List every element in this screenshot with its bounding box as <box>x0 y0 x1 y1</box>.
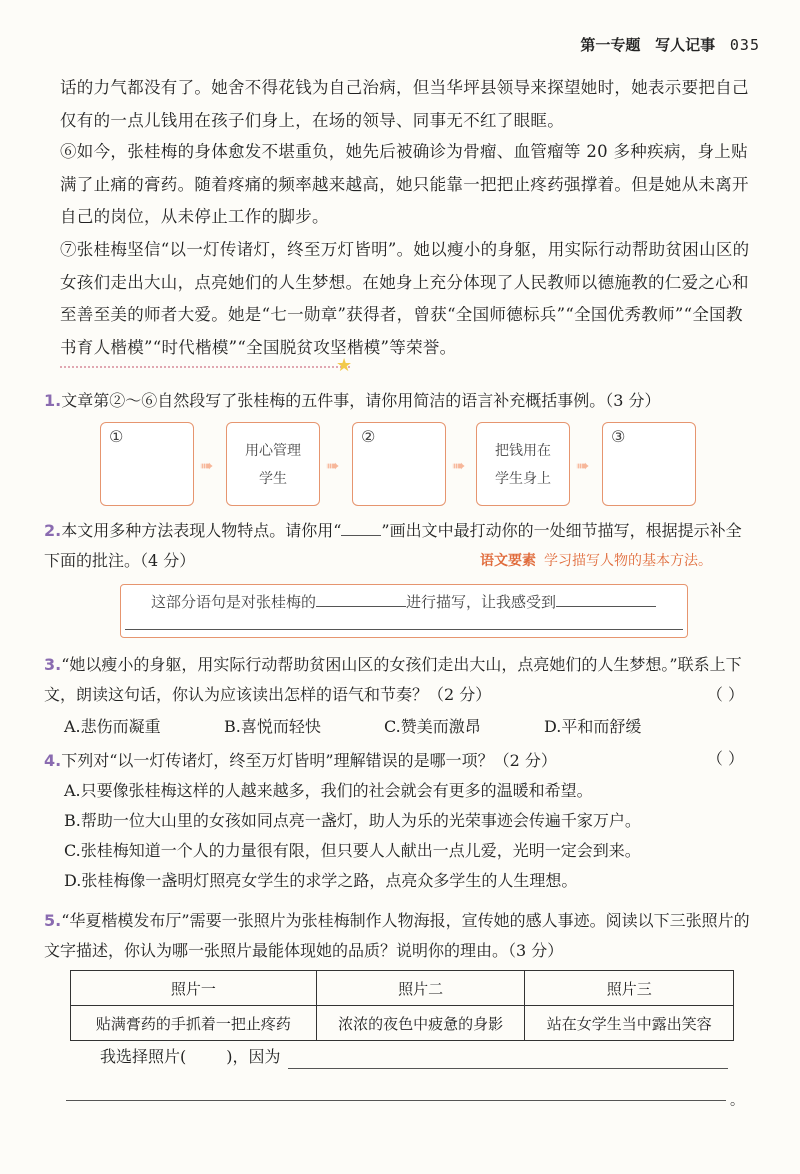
question-3-number: 3. <box>44 655 62 674</box>
annotation-blank-1[interactable] <box>316 592 406 607</box>
table-header: 照片一 <box>71 971 317 1006</box>
option-c[interactable]: C.赞美而激昂 <box>384 717 481 736</box>
page-number: 035 <box>729 36 760 54</box>
summary-box-4 <box>476 422 570 506</box>
question-3 <box>44 650 754 710</box>
answer-box-3[interactable] <box>602 422 696 506</box>
language-element-tag: 语文要素 <box>480 553 536 569</box>
answer-parenthesis-4[interactable]: （ ） <box>706 749 744 768</box>
arrow-right-icon: ➠ <box>326 456 340 475</box>
question-1-number: 1. <box>44 391 62 410</box>
end-mark: 。 <box>730 1093 744 1109</box>
language-element-note <box>480 550 712 570</box>
table-cell: 站在女学生当中露出笑容 <box>525 1006 734 1041</box>
question-1-text: 文章第②～⑥自然段写了张桂梅的五件事，请你用简洁的语言补充概括事例。（3 分） <box>61 391 661 410</box>
arrow-right-icon: ➠ <box>452 456 466 475</box>
question-1 <box>44 386 754 416</box>
answer-prompt <box>100 1044 281 1067</box>
annotation-line-1 <box>151 591 656 612</box>
answer-parenthesis-3[interactable]: （ ） <box>706 685 744 704</box>
option-a[interactable]: A.悲伤而凝重 <box>64 717 161 736</box>
question-5-number: 5. <box>44 911 62 930</box>
table-cell: 浓浓的夜色中疲惫的身影 <box>316 1006 525 1041</box>
box-label: ① <box>109 427 124 446</box>
header-title: 写人记事 <box>655 36 716 54</box>
box-text: 用心管理学生 <box>245 443 301 487</box>
question-4 <box>44 746 754 776</box>
question-2-number: 2. <box>44 521 62 540</box>
option-b[interactable]: B.喜悦而轻快 <box>224 717 321 736</box>
question-5 <box>44 906 754 966</box>
arrow-right-icon: ➠ <box>200 456 214 475</box>
option-b[interactable]: B.帮助一位大山里的女孩如同点亮一盏灯，助人为乐的光荣事迹会传遍千家万户。 <box>64 811 641 830</box>
option-d[interactable]: D.张桂梅像一盏明灯照亮女学生的求学之路，点亮众多学生的人生理想。 <box>64 871 578 890</box>
photo-table <box>70 970 734 1041</box>
annotation-blank-line[interactable] <box>125 629 683 630</box>
table-row <box>71 1006 734 1041</box>
question-2-text-b: ”画出文中最打动你的一处细节描写，根据提示补全下面的批注。（4 分） <box>44 521 742 570</box>
header-topic: 第一专题 <box>580 36 641 54</box>
question-3-options <box>64 712 744 742</box>
annotation-blank-2[interactable] <box>556 592 656 607</box>
table-header-row <box>71 971 734 1006</box>
box-label: ② <box>361 427 376 446</box>
passage-paragraph-3: ⑦张桂梅坚信“以一灯传诸灯，终至万灯皆明”。她以瘦小的身躯，用实际行动帮助贫困山区的女孩们走出大山，点亮她们的人生梦想。在她身上充分体现了人民教师以德施教的仁爱之心和至善至美的师者大爱。她是“七一勋章”获得者，曾获“全国师德标兵”“全国优秀教师”“全国教书育人楷模”“时代楷模”“全国脱贫攻坚楷模”等荣誉。 <box>60 240 750 357</box>
table-header: 照片三 <box>525 971 734 1006</box>
question-5-text: “华夏楷模发布厅”需要一张照片为张桂梅制作人物海报，宣传她的感人事迹。阅读以下三张照片的文字描述，你认为哪一张照片最能体现她的品质？说明你的理由。（3 分） <box>44 911 750 960</box>
answer-line-1[interactable] <box>288 1068 728 1069</box>
answer-box-2[interactable] <box>352 422 446 506</box>
option-a[interactable]: A.只要像张桂梅这样的人越来越多，我们的社会就会有更多的温暖和希望。 <box>64 781 593 800</box>
annotation-text-a: 这部分语句是对张桂梅的 <box>151 593 317 611</box>
arrow-right-icon: ➠ <box>576 456 590 475</box>
annotation-box <box>120 584 688 638</box>
table-header: 照片二 <box>316 971 525 1006</box>
box-text: 把钱用在学生身上 <box>495 443 551 487</box>
question-3-text: “她以瘦小的身躯，用实际行动帮助贫困山区的女孩们走出大山，点亮她们的人生梦想。”联系上下文，朗读这句话，你认为应该读出怎样的语气和节奏？（2 分） <box>44 655 742 704</box>
option-c[interactable]: C.张桂梅知道一个人的力量很有限，但只要人人献出一点儿爱，光明一定会到来。 <box>64 841 641 860</box>
answer-text-b: )，因为 <box>226 1047 281 1066</box>
passage-paragraph-1: 话的力气都没有了。她舍不得花钱为自己治病，但当华坪县领导来探望她时，她表示要把自己仅有的一点儿钱用在孩子们身上，在场的领导、同事无不红了眼眶。 <box>60 78 749 130</box>
box-label: ③ <box>611 427 626 446</box>
option-d[interactable]: D.平和而舒缓 <box>544 717 642 736</box>
passage-paragraph-2: ⑥如今，张桂梅的身体愈发不堪重负，她先后被确诊为骨瘤、血管瘤等 20 多种疾病，身上贴满了止痛的膏药。随着疼痛的频率越来越高，她只能靠一把把止疼药强撑着。但是她从未离开自己的岗位，从未停止工作的脚步。 <box>60 142 749 226</box>
language-element-text: 学习描写人物的基本方法。 <box>544 553 712 569</box>
question-4-options <box>64 776 744 896</box>
dotted-divider <box>60 366 350 368</box>
annotation-text-b: 进行描写，让我感受到 <box>406 593 557 611</box>
summary-box-2 <box>226 422 320 506</box>
answer-box-1[interactable] <box>100 422 194 506</box>
question-4-text: 下列对“以一灯传诸灯，终至万灯皆明”理解错误的是哪一项？（2 分） <box>61 751 557 770</box>
answer-text-a: 我选择照片( <box>100 1047 187 1066</box>
page-header <box>580 34 760 55</box>
underline-sample <box>341 521 381 536</box>
answer-line-2[interactable] <box>66 1100 726 1101</box>
table-cell: 贴满膏药的手抓着一把止疼药 <box>71 1006 317 1041</box>
star-icon: ★ <box>336 355 353 376</box>
question-2-text-a: 本文用多种方法表现人物特点。请你用“ <box>61 521 342 540</box>
question-4-number: 4. <box>44 751 62 770</box>
